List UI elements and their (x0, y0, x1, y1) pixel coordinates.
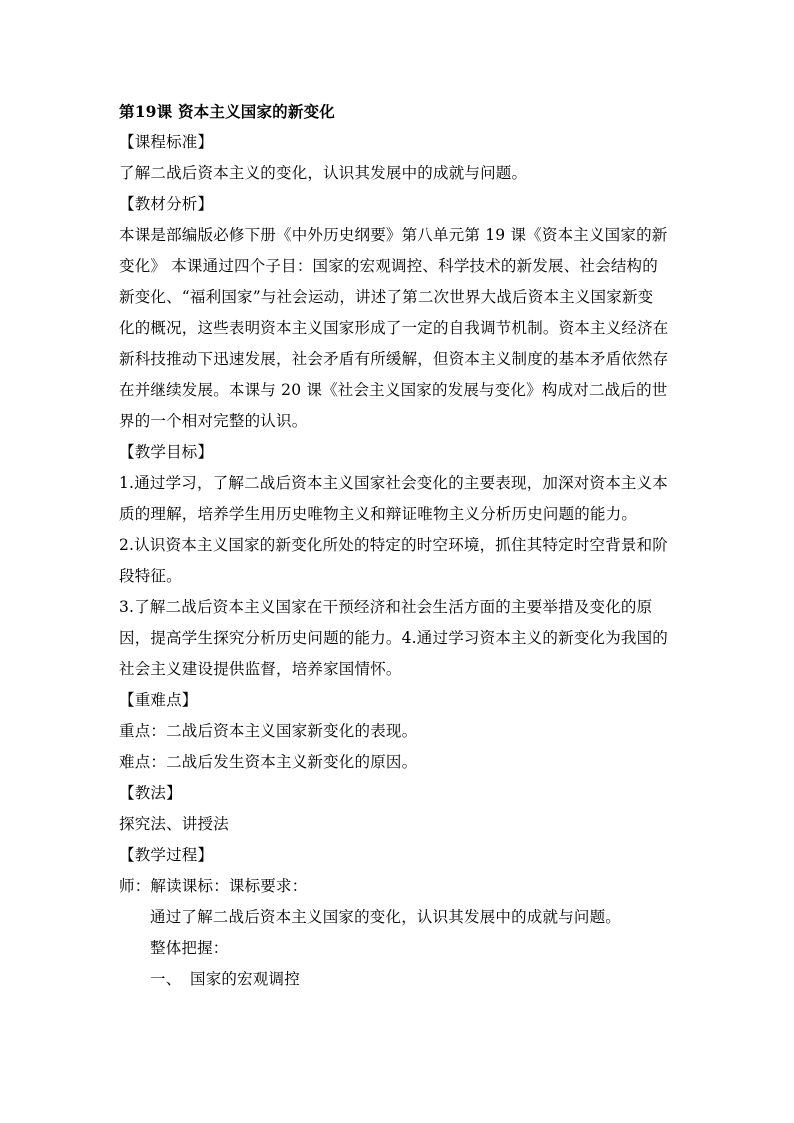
indented-text-line: 通过了解二战后资本主义国家的变化，认识其发展中的成就与问题。 (150, 908, 622, 926)
text-line: 2.认识资本主义国家的新变化所处的特定的时空环境，抓住其特定时空背景和阶 (119, 536, 668, 554)
section-heading-textbook-analysis: 【教材分析】 (119, 195, 214, 213)
text-line: 重点：二战后资本主义国家新变化的表现。 (119, 722, 418, 740)
text-line: 社会主义建设提供监督，培养家国情怀。 (119, 660, 402, 678)
section-heading-teaching-goals: 【教学目标】 (119, 443, 214, 461)
section-heading-teaching-method: 【教法】 (119, 784, 182, 802)
list-item-marker: 一、 (150, 970, 182, 988)
text-line: 1.通过学习，了解二战后资本主义国家社会变化的主要表现，加深对资本主义本 (119, 474, 668, 492)
lesson-title: 第19课 资本主义国家的新变化 (119, 102, 335, 121)
list-item-text: 国家的宏观调控 (190, 970, 300, 988)
list-item (119, 964, 679, 995)
text-line: 段特征。 (119, 567, 182, 585)
indented-text-line: 整体把握： (150, 939, 229, 957)
text-line: 因，提高学生探究分析历史问题的能力。4.通过学习资本主义的新变化为我国的 (119, 629, 668, 647)
text-line: 质的理解，培养学生用历史唯物主义和辩证唯物主义分析历史问题的能力。 (119, 505, 638, 523)
text-line: 在并继续发展。本课与 20 课《社会主义国家的发展与变化》构成对二战后的世 (119, 381, 668, 399)
text-line: 师：解读课标：课标要求： (119, 877, 308, 895)
text-line: 3.了解二战后资本主义国家在干预经济和社会生活方面的主要举措及变化的原 (119, 598, 653, 616)
text-line: 新科技推动下迅速发展，社会矛盾有所缓解，但资本主义制度的基本矛盾依然存 (119, 350, 669, 368)
section-heading-teaching-process: 【教学过程】 (119, 846, 214, 864)
text-line: 变化》 本课通过四个子目：国家的宏观调控、科学技术的新发展、社会结构的 (119, 257, 658, 275)
text-line: 了解二战后资本主义的变化，认识其发展中的成就与问题。 (119, 164, 528, 182)
text-line: 探究法、讲授法 (119, 815, 229, 833)
section-heading-key-points: 【重难点】 (119, 691, 198, 709)
text-line: 新变化、“福利国家”与社会运动，讲述了第二次世界大战后资本主义国家新变 (119, 288, 654, 306)
document-body (119, 96, 679, 995)
text-line: 界的一个相对完整的认识。 (119, 412, 308, 430)
text-line: 难点：二战后发生资本主义新变化的原因。 (119, 753, 418, 771)
section-heading-curriculum-standard: 【课程标准】 (119, 133, 214, 151)
text-line: 本课是部编版必修下册《中外历史纲要》第八单元第 19 课《资本主义国家的新 (119, 226, 668, 244)
text-line: 化的概况，这些表明资本主义国家形成了一定的自我调节机制。资本主义经济在 (119, 319, 669, 337)
